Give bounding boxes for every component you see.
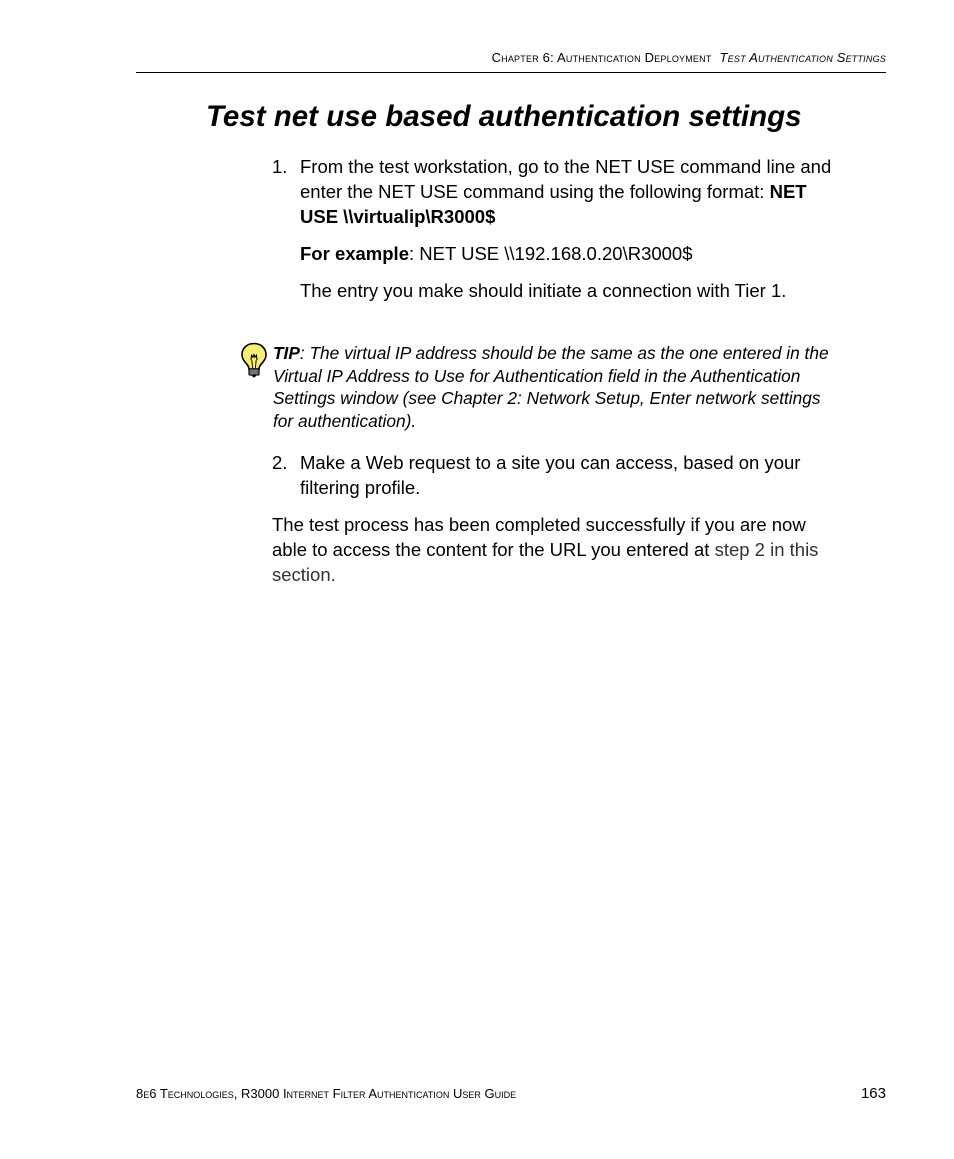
running-header bbox=[492, 50, 886, 65]
conclusion-text: The test process has been completed successfully if you are now able to access the content for the URL you entered at bbox=[272, 514, 806, 560]
step-1 bbox=[272, 154, 832, 303]
step-instruction bbox=[300, 154, 832, 229]
tip-text bbox=[273, 342, 830, 432]
header-chapter: Chapter 6: Authentication Deployment bbox=[491, 50, 712, 65]
step-result: The entry you make should initiate a connection with Tier 1. bbox=[300, 280, 787, 301]
step-content bbox=[300, 450, 832, 500]
step-number: 1. bbox=[272, 156, 288, 177]
page-title: Test net use based authentication settings bbox=[206, 100, 802, 133]
step-content bbox=[300, 154, 832, 303]
tip-callout bbox=[240, 342, 830, 432]
header-section: Test Authentication Settings bbox=[719, 50, 886, 65]
tip-body: : The virtual IP address should be the same as the one entered in the Virtual IP Address to Use for Authentication field in the Authentication Settings window (see Chapter 2: Network Setup, Enter network settings for authentication). bbox=[273, 343, 829, 431]
command-format: NET USE \\virtualip\R3000$ bbox=[300, 181, 807, 227]
conclusion-paragraph bbox=[272, 512, 832, 587]
header-rule bbox=[136, 72, 886, 73]
page-number: 163 bbox=[860, 1085, 886, 1102]
example-value: : NET USE \\192.168.0.20\R3000$ bbox=[409, 243, 693, 264]
example-line bbox=[300, 241, 832, 266]
step-number: 2. bbox=[272, 452, 288, 473]
example-label: For example bbox=[300, 243, 409, 264]
running-footer: 8e6 Technologies, R3000 Internet Filter Authentication User Guide bbox=[136, 1086, 517, 1101]
step-instruction-text: From the test workstation, go to the NET USE command line and enter the NET USE command using the following format: bbox=[300, 156, 832, 202]
tip-label: TIP bbox=[273, 343, 300, 363]
step-instruction: Make a Web request to a site you can access, based on your filtering profile. bbox=[300, 452, 801, 498]
step-cross-reference-link[interactable]: step 2 in this section. bbox=[272, 539, 819, 585]
step-2 bbox=[272, 450, 832, 500]
lightbulb-icon bbox=[240, 342, 268, 378]
